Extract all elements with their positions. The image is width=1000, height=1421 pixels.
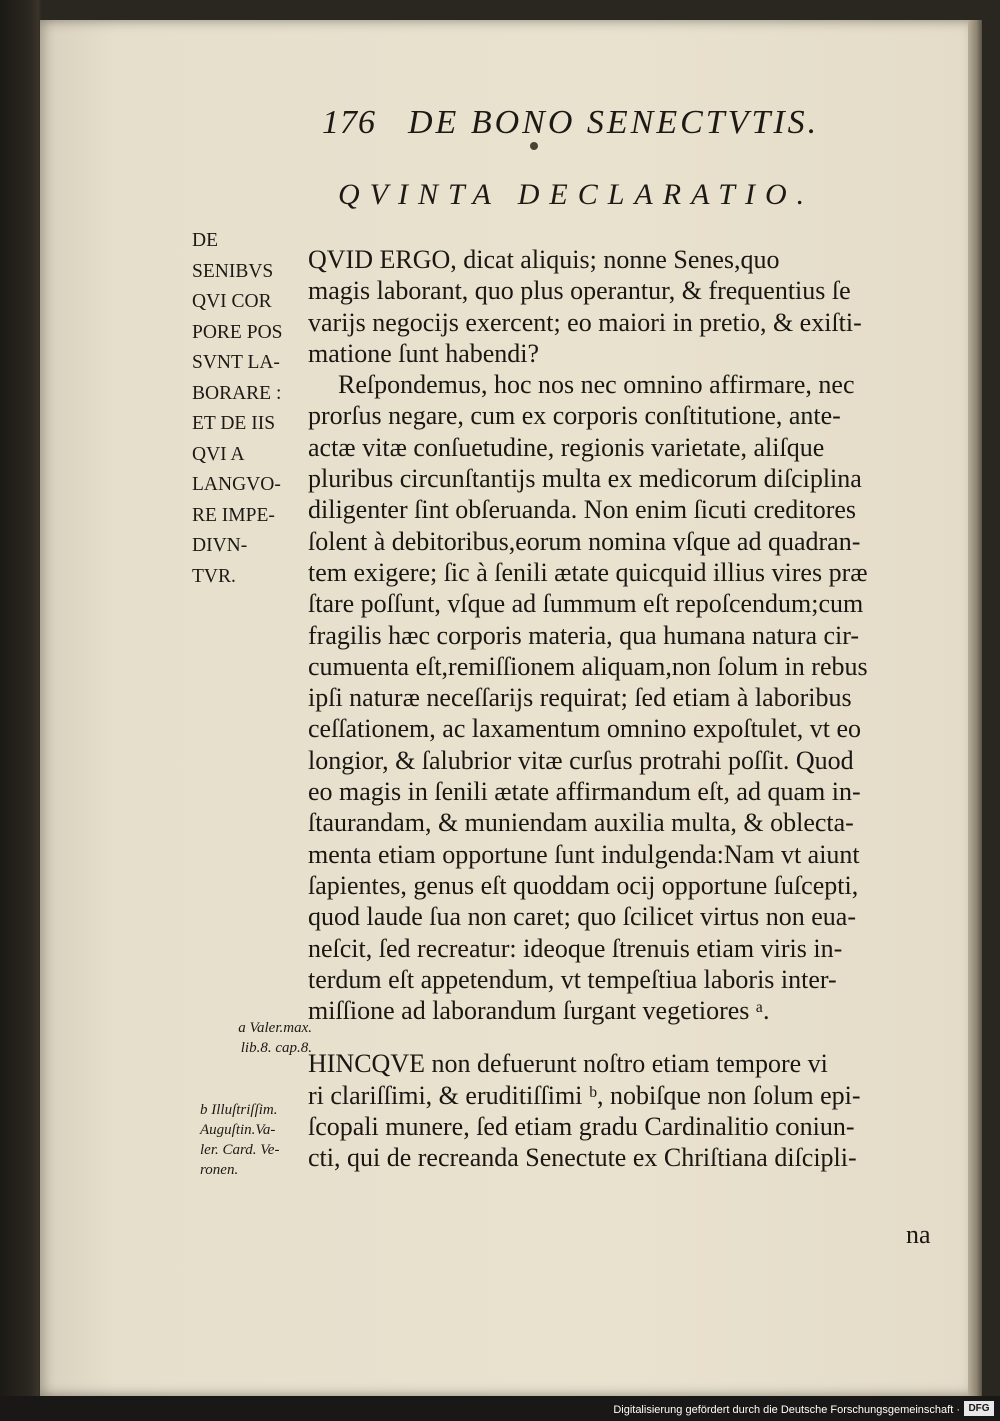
text-line: actæ vitæ conſuetudine, regionis varietate, aliſque	[308, 432, 825, 462]
note-line: lib.8. cap.8.	[240, 1040, 312, 1056]
text-line: miſſione ad laborandum ſurgant vegetiores ᵃ.	[308, 996, 770, 1026]
text-line: Reſpondemus, hoc nos nec omnino affirmare, nec	[338, 370, 855, 400]
text-line: terdum eſt appetendum, vt tempeſtiua laboris inter-	[308, 964, 837, 994]
paragraph-2	[308, 369, 968, 1026]
text-line: magis laborant, quo plus operantur, & frequentius ſe	[308, 276, 851, 306]
note-line: ronen.	[200, 1162, 239, 1178]
footer-bar	[0, 1396, 1000, 1421]
text-line: ceſſationem, ac laxamentum omnino expoſtulet, vt eo	[308, 714, 862, 744]
side-heading	[192, 226, 308, 592]
text-line: varijs negocijs exercent; eo maiori in pretio, & exiſti-	[308, 307, 862, 337]
text-line: ſcopali munere, ſed etiam gradu Cardinalitio coniun-	[308, 1112, 855, 1142]
side-heading-line: BORARE :	[192, 382, 282, 404]
note-line: Auguſtin.Va-	[200, 1122, 276, 1138]
text-line: ſapientes, genus eſt quoddam ocij opportune ſuſcepti,	[308, 870, 859, 900]
text-line: diligenter ſint obſeruanda. Non enim ſicuti creditores	[308, 495, 857, 525]
marginal-note-a	[186, 1018, 312, 1058]
side-heading-line: DIVN-	[192, 535, 248, 556]
side-heading-line: PORE POS	[192, 321, 283, 343]
paragraph-3	[308, 1048, 968, 1173]
page-header	[322, 104, 942, 148]
side-heading-line: ET DE IIS	[192, 413, 276, 434]
text-line: cumuenta eſt,remiſſionem aliquam,non ſolum in rebus	[308, 651, 868, 681]
marginal-note-b	[200, 1100, 314, 1180]
text-line: tem exigere; ſic à ſenili ætate quicquid illius vires præ	[308, 557, 868, 587]
text-line: QVID ERGO, dicat aliquis; nonne Senes,quo	[308, 245, 780, 274]
text-line: quod laude ſua non caret; quo ſcilicet virtus non eua-	[308, 902, 856, 932]
note-line: b Illuſtriſſim.	[200, 1102, 278, 1118]
dfg-logo: DFG	[964, 1401, 994, 1416]
text-line: neſcit, ſed recreatur: ideoque ſtrenuis etiam viris in-	[308, 933, 843, 963]
side-heading-line: TVR.	[192, 565, 236, 587]
running-title: DE BONO SENECTVTIS.	[408, 104, 820, 141]
text-line: ipſi naturæ neceſſarijs requirat; ſed etiam à laboribus	[308, 683, 852, 713]
side-heading-line: SVNT LA-	[192, 352, 280, 373]
catchword: na	[906, 1220, 931, 1249]
text-line: prorſus negare, cum ex corporis conſtitutione, ante-	[308, 401, 841, 431]
text-line: menta etiam opportune ſunt indulgenda:Nam vt aiunt	[308, 839, 860, 869]
side-heading-line: QVI A	[192, 443, 245, 465]
text-line: longior, & ſalubrior vitæ curſus protrahi poſſit. Quod	[308, 745, 854, 775]
text-line: ſolent à debitoribus,eorum nomina vſque ad quadran-	[308, 526, 861, 556]
body-text	[308, 244, 968, 1174]
text-line: ſtaurandam, & muniendam auxilia multa, & oblecta-	[308, 808, 854, 838]
note-line: a Valer.max.	[238, 1020, 312, 1036]
side-heading-line: SENIBVS	[192, 260, 274, 282]
side-heading-line: RE IMPE-	[192, 504, 275, 526]
side-heading-line: LANGVO-	[192, 474, 281, 495]
text-line: fragilis hæc corporis materia, qua humana natura cir-	[308, 620, 860, 650]
text-line: ſtare poſſunt, vſque ad ſummum eſt repoſcendum;cum	[308, 589, 864, 619]
ornament-mark	[530, 142, 538, 150]
text-line: cti, qui de recreanda Senectute ex Chriſtiana diſcipli-	[308, 1143, 857, 1173]
funding-credit: Digitalisierung gefördert durch die Deutsche Forschungsgemeinschaft ·	[613, 1404, 960, 1416]
paragraph-1	[308, 244, 968, 369]
text-line: matione ſunt habendi?	[308, 338, 540, 368]
text-line: eo magis in ſenili ætate affirmandum eſt, ad quam in-	[308, 777, 861, 807]
page-edge	[968, 20, 982, 1396]
text-line: ri clariſſimi, & eruditiſſimi ᵇ, nobiſque non ſolum epi-	[308, 1080, 861, 1110]
text-line: HINCQVE non defuerunt noſtro etiam tempore vi	[308, 1049, 828, 1079]
note-line: ler. Card. Ve-	[200, 1142, 280, 1158]
text-line: pluribus circunſtantijs multa ex medicorum diſciplina	[308, 464, 862, 494]
section-heading: QVINTA DECLARATIO.	[338, 178, 815, 211]
side-heading-line: QVI COR	[192, 291, 272, 312]
side-heading-line: DE	[192, 230, 218, 251]
paragraph-gap	[308, 1026, 968, 1048]
page-number: 176	[322, 104, 376, 141]
